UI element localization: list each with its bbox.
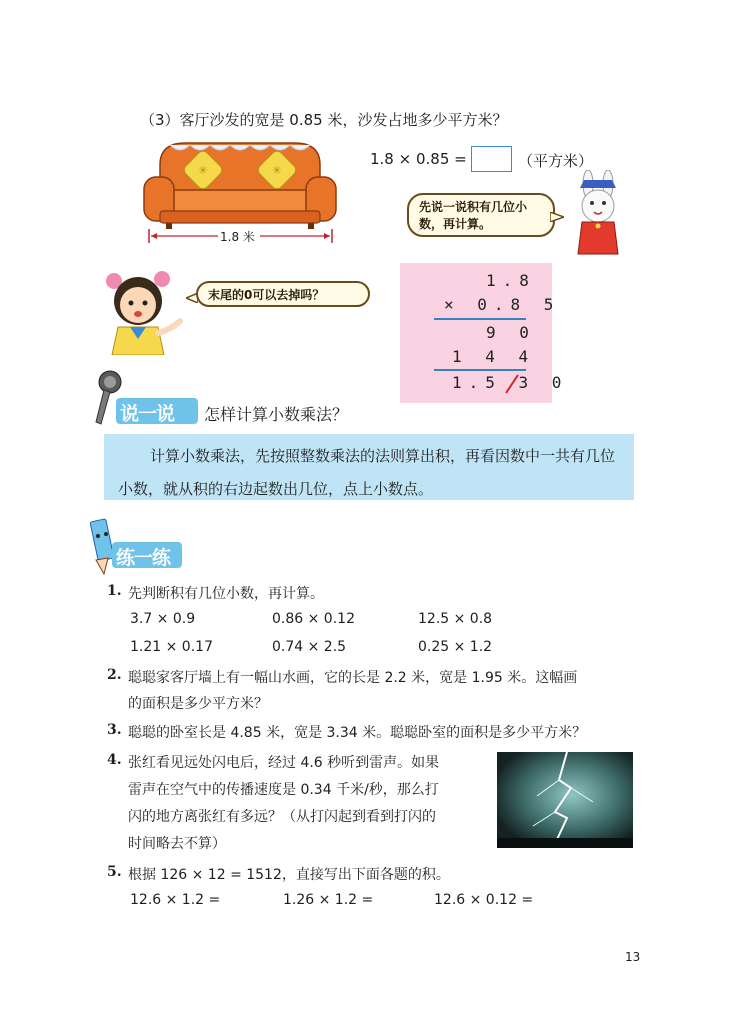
girl-speech-bubble: 末尾的0可以去掉吗？: [196, 281, 370, 307]
sofa-dimension: [148, 229, 333, 243]
q1-item: 1.21 × 0.17: [130, 639, 213, 655]
equation-text: 1.8 × 0.85 =: [370, 150, 467, 168]
calc-multiplicand: 1.8: [486, 271, 536, 290]
q5-number: 5.: [107, 864, 122, 880]
rabbit-speech-bubble: 先说一说积有几位小数，再计算。: [407, 193, 555, 237]
q1-item: 3.7 × 0.9: [130, 611, 196, 627]
calc-product: 1.5 3 0: [452, 373, 569, 392]
talk-question: 怎样计算小数乘法？: [204, 405, 349, 424]
answer-box[interactable]: [471, 146, 512, 172]
calc-line-top: [434, 318, 526, 320]
q1-item: 0.74 × 2.5: [272, 639, 347, 655]
calc-line-bottom: [434, 369, 526, 371]
q1-text: 先判断积有几位小数，再计算。: [128, 586, 324, 602]
q1-number: 1.: [107, 583, 122, 599]
q3-number: 3.: [107, 722, 122, 738]
q4-number: 4.: [107, 752, 122, 768]
rule-box: 计算小数乘法，先按照整数乘法的法则算出积，再看因数中一共有几位小数，就从积的右边起数出几位，点上小数点。: [104, 434, 634, 500]
q2-line: 的面积是多少平方米？: [128, 696, 268, 712]
sofa-length-label: 1.8 米: [220, 230, 255, 244]
lightning-photo: [497, 752, 633, 848]
q5-item: 12.6 × 1.2 =: [130, 892, 221, 908]
svg-text:✳: ✳: [198, 164, 208, 177]
calc-multiplier: × 0.8 5: [444, 295, 561, 314]
q5-item: 1.26 × 1.2 =: [283, 892, 374, 908]
problem3-title: （3）客厅沙发的宽是 0.85 米，沙发占地多少平方米？: [140, 111, 508, 129]
q1-item: 12.5 × 0.8: [418, 611, 493, 627]
q3-text: 聪聪的卧室长是 4.85 米，宽是 3.34 米。聪聪卧室的面积是多少平方米？: [128, 725, 587, 741]
q1-item: 0.25 × 1.2: [418, 639, 493, 655]
unit-label: （平方米）: [518, 152, 594, 170]
q1-item: 0.86 × 0.12: [272, 611, 355, 627]
strike-zero-mark: [503, 373, 521, 395]
svg-text:✳: ✳: [272, 164, 282, 177]
vertical-calc-box: [400, 263, 569, 403]
girl-character: [100, 265, 190, 355]
practice-section-label: 练一练: [116, 547, 171, 569]
calc-partial-2: 1 4 4: [452, 347, 536, 366]
q2-number: 2.: [107, 667, 122, 683]
talk-section-label: 说一说: [120, 403, 175, 425]
q4-line: 时间略去不算）: [128, 836, 226, 852]
calc-partial-1: 9 0: [486, 323, 536, 342]
q4-line: 闪的地方离张红有多远？（从打闪起到看到打闪的: [128, 809, 436, 825]
speech-tail: [550, 207, 564, 217]
rabbit-character: [568, 170, 628, 256]
q5-text: 根据 126 × 12 = 1512，直接写出下面各题的积。: [128, 867, 450, 883]
page-number: 13: [625, 950, 641, 964]
q4-line: 雷声在空气中的传播速度是 0.34 千米/秒，那么打: [128, 782, 439, 798]
q5-item: 12.6 × 0.12 =: [434, 892, 534, 908]
q4-line: 张红看见远处闪电后，经过 4.6 秒听到雷声。如果: [128, 755, 440, 771]
q2-line: 聪聪家客厅墙上有一幅山水画，它的长是 2.2 米，宽是 1.95 米。这幅画: [128, 670, 578, 686]
